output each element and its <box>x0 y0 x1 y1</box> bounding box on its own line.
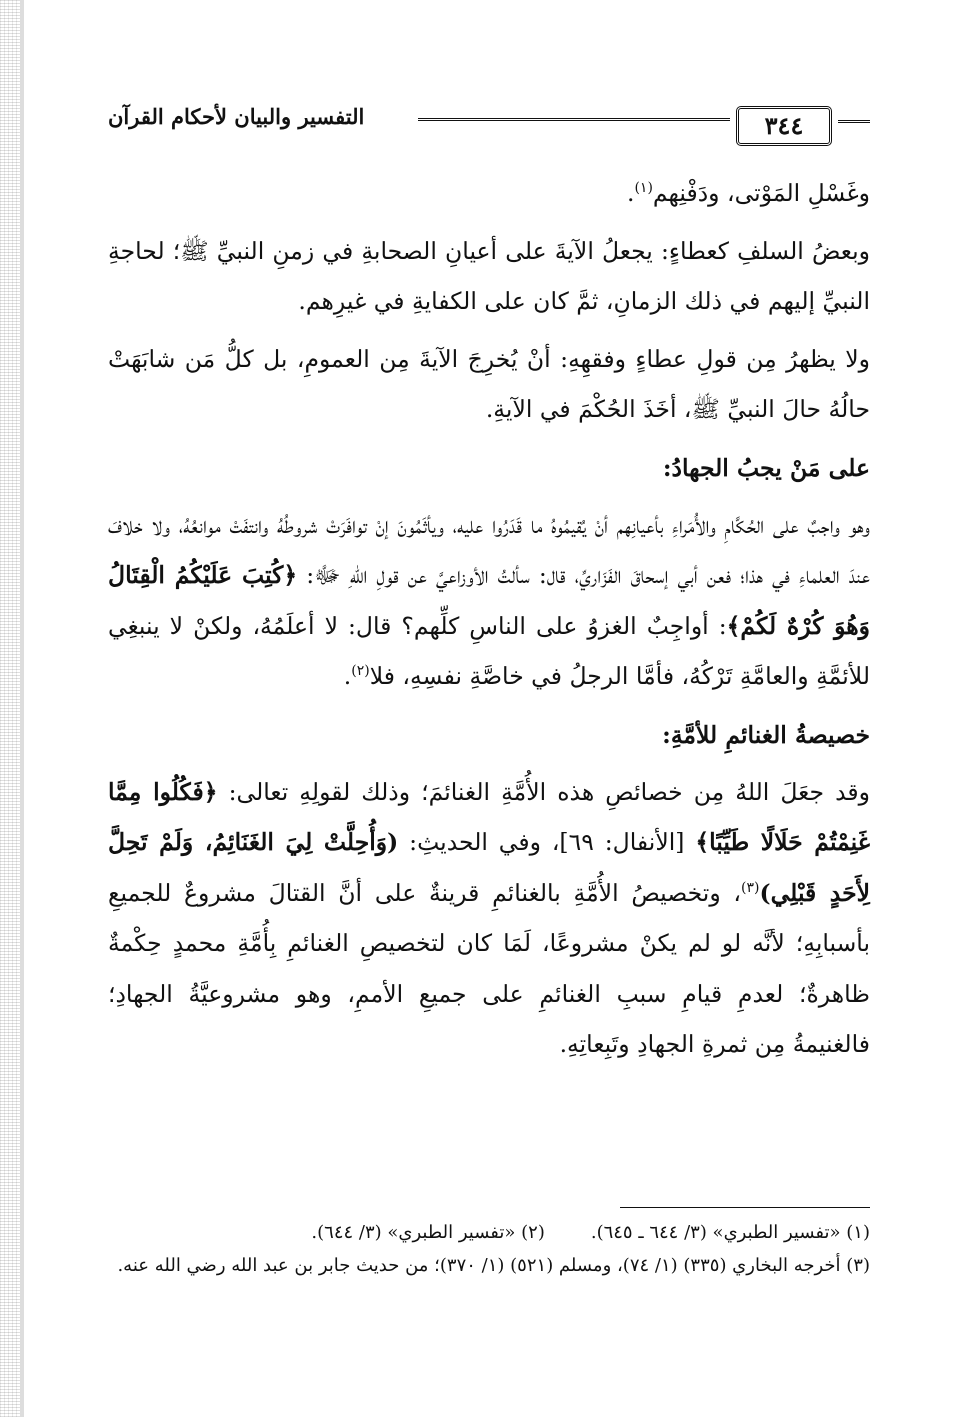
footnotes <box>108 1216 870 1282</box>
book-title: التفسير والبيان لأحكام القرآن <box>108 104 365 129</box>
section-heading-who-must-jihad: على مَنْ يجبُ الجهادُ: <box>662 453 870 482</box>
paragraph-4 <box>108 500 870 702</box>
paragraph-4-end: . <box>343 662 352 690</box>
paragraph-5 <box>108 767 870 1070</box>
header-rule-short <box>838 120 870 123</box>
paragraph-2: وبعضُ السلفِ كعطاءٍ: يجعلُ الآيةَ على أعيانِ الصحابةِ في زمنِ النبيِّ ﷺ؛ لحاجةِ النبيِّ إليهم في ذلك الزمانِ، ثمَّ كان على الكفايةِ في غيرِهم. <box>108 236 870 315</box>
section-heading-spoils: خصيصةُ الغنائمِ للأمَّةِ: <box>662 720 870 749</box>
paragraph-4-text-a: وهو واجبٌ على الحُكَّامِ والأُمَراءِ بأعيانِهم أنْ يُقيمُوهُ ما قَدَرُوا عليه، ويأثَمُونَ إنْ توافَرَتْ شروطُهُ وانتفَتْ موانعُهُ، ولا خلافَ عندَ العلماءِ في هذا؛ فعن أبي إسحاقَ الفَزَاريِّ، قال: سألتُ الأوزاعيَّ عن قولِ اللهِ ﷻ: <box>108 510 870 589</box>
page-header <box>108 100 870 146</box>
header-rule <box>418 118 730 121</box>
quran-verse-1: ﴿كُتِبَ عَلَيْكُمُ الْقِتَالُ وَهُوَ كُرْهٌ لَكُمْ﴾ <box>108 561 870 640</box>
page-body <box>108 168 870 1077</box>
hadith-quote: (وَأُحِلَّتْ لِيَ الغَنَائِمُ، وَلَمْ تَحِلَّ لِأَحَدٍ قَبْلِي) <box>108 828 870 907</box>
paragraph-4-text-b: : أواجِبٌ الغزوُ على الناسِ كلِّهم؟ قال: لا أعلَمُهُ، ولكنْ لا ينبغِي للأئمَّةِ والعامَّةِ تَرْكُهُ، فأمَّا الرجلُ في خاصَّةِ نفسِهِ، فلا <box>108 611 870 690</box>
paragraph-5-text-a: وقد جعَلَ اللهُ مِن خصائصِ هذه الأُمَّةِ الغنائمَ؛ وذلك لقولِهِ تعالى: <box>228 777 870 806</box>
footnote-2: (٢) «تفسير الطبري» (٣/ ٦٤٤). <box>311 1222 545 1243</box>
scan-edge-texture <box>0 0 20 1417</box>
paragraph-1-text: وغَسْلِ المَوْتى، ودَفْنِهم <box>652 179 870 207</box>
footnote-separator <box>620 1207 870 1208</box>
footnote-3: (٣) أخرجه البخاري (٣٣٥) (١/ ٧٤)، ومسلم (٥٢١) (١/ ٣٧٠)؛ من حديث جابر بن عبد الله رضي الله عنه. <box>117 1255 870 1276</box>
footnote-1: (١) «تفسير الطبري» (٣/ ٦٤٤ ـ ٦٤٥). <box>590 1222 870 1243</box>
footnote-ref-2[interactable]: (٢) <box>351 663 370 680</box>
quran-verse-2: ﴿فَكُلُوا مِمَّا غَنِمْتُمْ حَلَالًا طَيِّبًا﴾ <box>108 777 870 856</box>
footnote-row-1 <box>108 1216 870 1249</box>
page-number: ٣٤٤ <box>736 106 832 146</box>
paragraph-1-end: . <box>626 179 635 207</box>
footnote-ref-3[interactable]: (٣) <box>741 879 760 896</box>
paragraph-5-text-b: ، وفي الحديثِ: <box>409 828 560 856</box>
paragraph-5-text-c: ، وتخصيصُ الأُمَّةِ بالغنائمِ قرينةٌ على أنَّ القتالَ مشروعٌ للجميعِ بأسبابِهِ؛ لأنَّه لو لم يكنْ مشروعًا، لَمَا كان لتخصيصِ الغنائمِ بِأُمَّةِ محمدٍ حِكْمةٌ ظاهرةٌ؛ لعدمِ قيامِ سببِ الغنائمِ على جميعِ الأممِ، وهو مشروعيَّةُ الجهادِ؛ فالغنيمةُ مِن ثمرةِ الجهادِ وتَبِعاتِهِ. <box>108 878 870 1058</box>
quran-citation: [الأنفال: ٦٩] <box>559 828 685 856</box>
footnote-ref-1[interactable]: (١) <box>634 180 653 197</box>
paragraph-1 <box>108 168 870 219</box>
paragraph-3: ولا يظهرُ مِن قولِ عطاءٍ وفقهِهِ: أنْ يُخرِجَ الآيةَ مِن العمومِ، بل كلُّ مَن شابَهَتْ حالُهُ حالَ النبيِّ ﷺ، أخَذَ الحُكْمَ في الآيةِ. <box>108 344 870 423</box>
scan-edge-strip <box>20 0 24 1417</box>
